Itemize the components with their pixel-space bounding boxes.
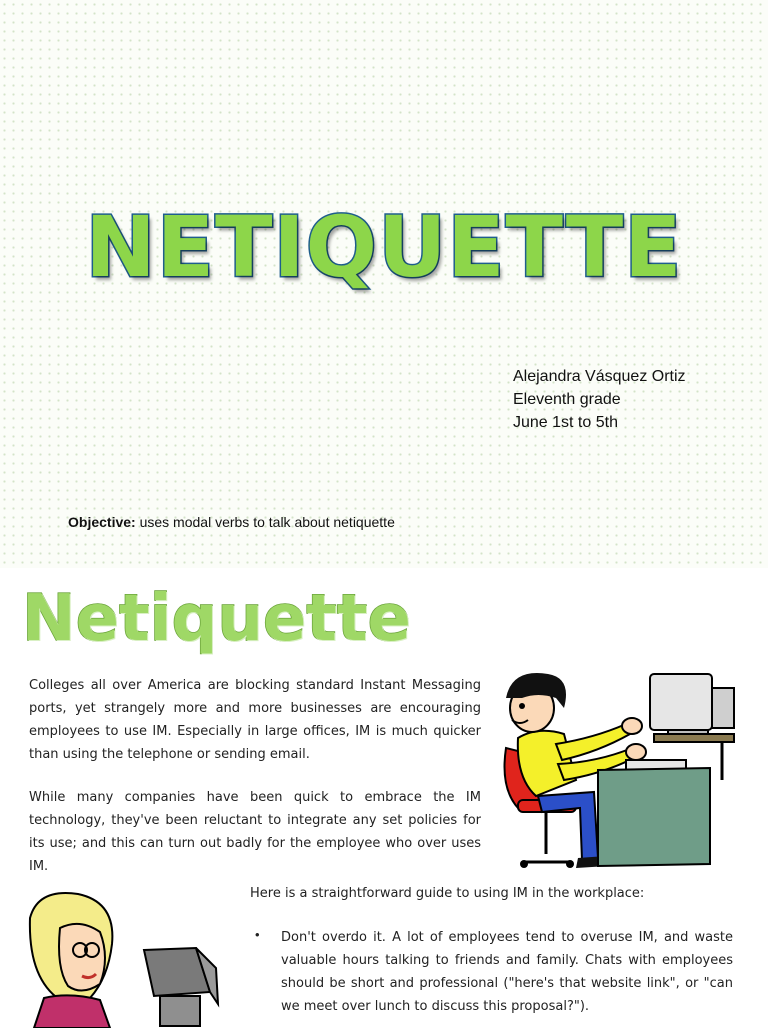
- bullet-icon: •: [255, 927, 260, 942]
- computer-user-clipart: [498, 668, 738, 878]
- woman-at-computer-clipart: [20, 888, 230, 1028]
- author-dates: June 1st to 5th: [513, 414, 618, 431]
- guide-intro: Here is a straightforward guide to using IM in the workplace:: [250, 886, 645, 901]
- paragraph-2: While many companies have been quick to embrace the IM technology, they've been reluctant to integrate any set policies for its use; and this can turn out badly for the employee who over uses IM.: [29, 790, 481, 874]
- slide-title: NETIQUETTE: [85, 198, 683, 296]
- author-grade: Eleventh grade: [513, 391, 621, 408]
- content-slide: [0, 576, 768, 1024]
- bullet-text: Don't overdo it. A lot of employees tend to overuse IM, and waste valuable hours talking to friends and family. Chats with employees should be short and professional ("here's that website link", or "can we meet over lunch to discuss this proposal?").: [281, 930, 733, 1014]
- objective-label: Objective:: [68, 514, 136, 530]
- objective: [68, 514, 395, 530]
- author-block: [513, 365, 686, 434]
- paragraph-1: Colleges all over America are blocking standard Instant Messaging ports, yet strangely more and more businesses are encouraging employees to use IM. Especially in large offices, IM is much quicker than using the telephone or sending email.: [29, 678, 481, 762]
- author-name: Alejandra Vásquez Ortiz: [513, 368, 686, 385]
- slide-divider: [0, 568, 768, 576]
- objective-text: uses modal verbs to talk about netiquette: [135, 514, 395, 530]
- content-title: Netiquette: [22, 582, 411, 656]
